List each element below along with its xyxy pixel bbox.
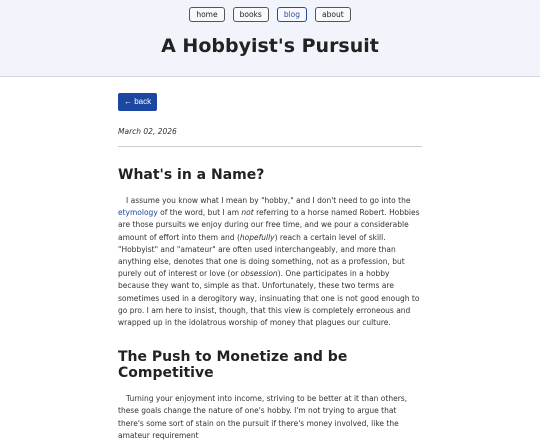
paragraph-text: referring to a horse named Robert. Hobbies are those pursuits we enjoy during our free time, and we pour a considerable amount of effort into them and (	[118, 208, 420, 242]
site-header	[0, 0, 540, 77]
back-button[interactable]: ← back	[118, 93, 157, 111]
emphasis-text: hopefully	[239, 232, 275, 242]
article	[118, 89, 422, 442]
site-title: A Hobbyist's Pursuit	[161, 35, 379, 57]
nav-home-link[interactable]: home	[189, 7, 224, 22]
etymology-link[interactable]: etymology	[118, 208, 158, 218]
nav-blog-link[interactable]: blog	[277, 7, 307, 22]
section-paragraph: Turning your enjoyment into income, striving to be better at it than others, these goals change the nature of one's hobby. I'm not trying to argue that there's some sort of stain on the pursuit if there's money involved, like the amateur requirement	[118, 394, 408, 440]
top-nav	[0, 0, 540, 22]
section-heading: What's in a Name?	[118, 167, 265, 183]
paragraph-text: of the word, but I am	[157, 208, 242, 218]
nav-books-link[interactable]: books	[233, 7, 269, 22]
post-date: March 02, 2026	[118, 127, 422, 147]
emphasis-text: obsession	[240, 269, 278, 279]
paragraph-text: ) reach a certain level of skill. "Hobbyist" and "amateur" are often used interchangeably, and more than anything else, denotes that one is doing something, not as a profession, but purely out of interest or love (or	[118, 232, 405, 279]
emphasis-text: not	[241, 208, 254, 218]
paragraph-text: ). One participates in a hobby because they want to, simple as that. Unfortunately, these two terms are sometimes used in a derogitory way, insinuating that one is not good enough to go pro. I am here to insist, though, that this view is completely erroneous and wrapped up in the idolatrous worship of money that plagues our culture.	[118, 269, 420, 328]
section-paragraph	[118, 195, 422, 329]
paragraph-text: I assume you know what I mean by "hobby," and I don't need to go into the	[126, 196, 411, 205]
section-heading: The Push to Monetize and be Competitive	[118, 349, 348, 382]
nav-about-link[interactable]: about	[315, 7, 351, 22]
